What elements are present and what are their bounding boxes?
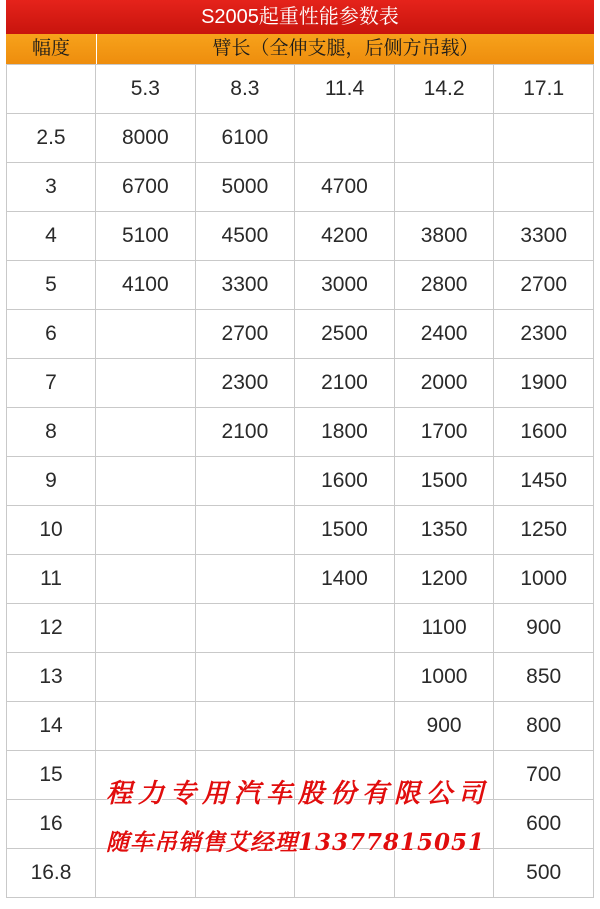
header-boom-length: 臂长（全伸支腿，后侧方吊载）: [212, 38, 479, 59]
radius-cell: 5: [7, 261, 96, 310]
load-value-cell: 2500: [295, 310, 395, 359]
load-value-cell: 2100: [295, 359, 395, 408]
load-value-cell: 3000: [295, 261, 395, 310]
load-value-cell: [96, 702, 196, 751]
boom-length-cell: 5.3: [96, 65, 196, 114]
table-row: [7, 555, 594, 604]
radius-cell: 4: [7, 212, 96, 261]
load-value-cell: [394, 163, 494, 212]
load-value-cell: 700: [494, 751, 594, 800]
load-value-cell: 2300: [494, 310, 594, 359]
radius-cell: 3: [7, 163, 96, 212]
load-value-cell: 3800: [394, 212, 494, 261]
load-value-cell: 2100: [195, 408, 295, 457]
load-value-cell: 1000: [494, 555, 594, 604]
load-value-cell: 5100: [96, 212, 196, 261]
radius-cell: 14: [7, 702, 96, 751]
load-value-cell: 4100: [96, 261, 196, 310]
load-value-cell: 1900: [494, 359, 594, 408]
load-value-cell: [96, 457, 196, 506]
load-value-cell: 1100: [394, 604, 494, 653]
radius-cell: 8: [7, 408, 96, 457]
table-row: [7, 653, 594, 702]
radius-cell: 10: [7, 506, 96, 555]
load-value-cell: 1800: [295, 408, 395, 457]
corner-cell: [7, 65, 96, 114]
company-watermark: 程力专用汽车股份有限公司: [106, 779, 491, 809]
load-value-cell: 900: [394, 702, 494, 751]
load-value-cell: 1400: [295, 555, 395, 604]
load-value-cell: [195, 457, 295, 506]
load-value-cell: [96, 604, 196, 653]
table-row: [7, 212, 594, 261]
load-value-cell: 4500: [195, 212, 295, 261]
boom-length-cell: 14.2: [394, 65, 494, 114]
load-value-cell: 1500: [394, 457, 494, 506]
table-row: [7, 163, 594, 212]
load-value-cell: [195, 702, 295, 751]
table-row: [7, 114, 594, 163]
radius-cell: 15: [7, 751, 96, 800]
radius-cell: 16.8: [7, 849, 96, 898]
radius-cell: 6: [7, 310, 96, 359]
boom-length-cell: 8.3: [195, 65, 295, 114]
boom-length-cell: 11.4: [295, 65, 395, 114]
radius-cell: 11: [7, 555, 96, 604]
radius-cell: 13: [7, 653, 96, 702]
load-value-cell: 850: [494, 653, 594, 702]
boom-length-row: [7, 65, 594, 114]
table-row: [7, 408, 594, 457]
table-row: [7, 261, 594, 310]
header-row: [6, 34, 594, 64]
table-row: [7, 702, 594, 751]
load-value-cell: 1200: [394, 555, 494, 604]
radius-cell: 2.5: [7, 114, 96, 163]
load-value-cell: [195, 506, 295, 555]
load-value-cell: 800: [494, 702, 594, 751]
load-value-cell: 2700: [195, 310, 295, 359]
load-value-cell: 4200: [295, 212, 395, 261]
boom-length-cell: 17.1: [494, 65, 594, 114]
load-value-cell: 1450: [494, 457, 594, 506]
load-value-cell: 1600: [295, 457, 395, 506]
radius-cell: 7: [7, 359, 96, 408]
load-value-cell: [96, 653, 196, 702]
load-value-cell: [494, 163, 594, 212]
table-row: [7, 604, 594, 653]
header-radius: 幅度: [6, 34, 97, 64]
load-value-cell: [295, 604, 395, 653]
load-value-cell: [195, 604, 295, 653]
load-value-cell: 6700: [96, 163, 196, 212]
sales-contact-watermark: 随车吊销售艾经理13377815051: [106, 829, 486, 856]
load-value-cell: 3300: [494, 212, 594, 261]
load-value-cell: 2300: [195, 359, 295, 408]
radius-cell: 9: [7, 457, 96, 506]
table-row: [7, 506, 594, 555]
table-row: [7, 457, 594, 506]
load-value-cell: [96, 555, 196, 604]
load-value-cell: [96, 408, 196, 457]
table-row: [7, 359, 594, 408]
load-value-cell: 900: [494, 604, 594, 653]
load-value-cell: 5000: [195, 163, 295, 212]
load-value-cell: 2800: [394, 261, 494, 310]
load-value-cell: 2000: [394, 359, 494, 408]
load-value-cell: [96, 359, 196, 408]
crane-spec-sheet: [6, 0, 594, 909]
load-value-cell: 1500: [295, 506, 395, 555]
load-value-cell: [394, 114, 494, 163]
load-value-cell: 1600: [494, 408, 594, 457]
table-title: S2005起重性能参数表: [6, 0, 594, 34]
load-value-cell: 2400: [394, 310, 494, 359]
load-value-cell: 3300: [195, 261, 295, 310]
load-value-cell: 1350: [394, 506, 494, 555]
load-value-cell: [295, 702, 395, 751]
load-value-cell: [295, 653, 395, 702]
load-value-cell: 500: [494, 849, 594, 898]
load-value-cell: [96, 310, 196, 359]
load-value-cell: [195, 555, 295, 604]
radius-cell: 16: [7, 800, 96, 849]
load-value-cell: [195, 653, 295, 702]
load-value-cell: 1000: [394, 653, 494, 702]
load-value-cell: 4700: [295, 163, 395, 212]
load-value-cell: [494, 114, 594, 163]
load-value-cell: [96, 506, 196, 555]
load-value-cell: [295, 114, 395, 163]
load-value-cell: 1700: [394, 408, 494, 457]
load-value-cell: 2700: [494, 261, 594, 310]
radius-cell: 12: [7, 604, 96, 653]
load-value-cell: 1250: [494, 506, 594, 555]
load-value-cell: 8000: [96, 114, 196, 163]
load-value-cell: 600: [494, 800, 594, 849]
load-value-cell: 6100: [195, 114, 295, 163]
table-row: [7, 310, 594, 359]
